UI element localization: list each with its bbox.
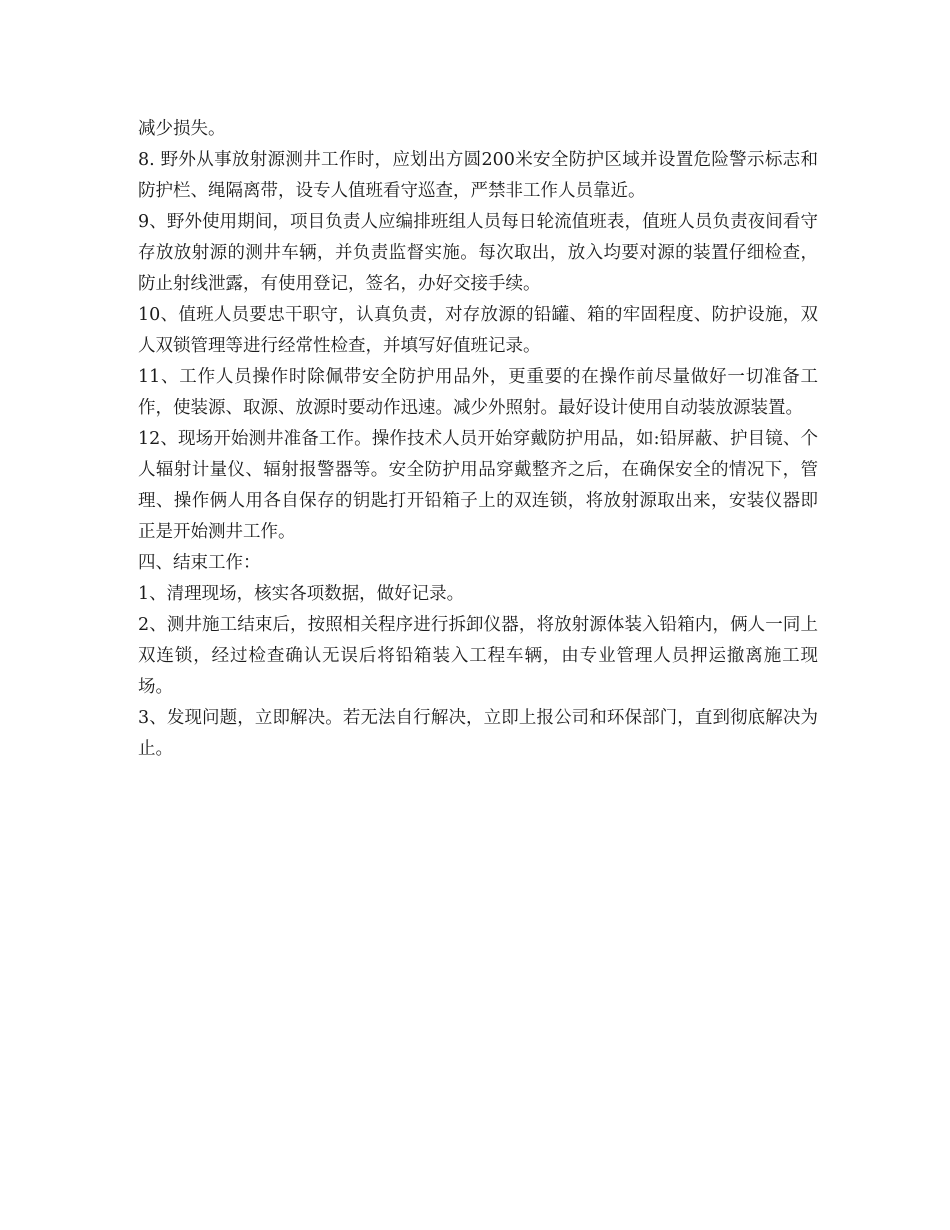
paragraph-item-11: 11、工作人员操作时除佩带安全防护用品外，更重要的在操作前尽量做好一切准备工作，使装源、取源、放源时要动作迅速。减少外照射。最好设计使用自动装放源装置。 (138, 367, 818, 418)
paragraph-end-item-1: 1、清理现场，核实各项数据，做好记录。 (138, 584, 465, 604)
paragraph-end-item-3: 3、发现问题，立即解决。若无法自行解决，立即上报公司和环保部门，直到彻底解决为止。 (138, 708, 818, 759)
document-body (138, 114, 818, 765)
paragraph-item-9: 9、野外使用期间，项目负责人应编排班组人员每日轮流值班表，值班人员负责夜间看守存放放射源的测井车辆，并负责监督实施。每次取出，放入均要对源的装置仔细检查，防止射线泄露，有使用登记，签名，办好交接手续。 (138, 212, 818, 294)
paragraph-item-10: 10、值班人员要忠干职守，认真负责，对存放源的铅罐、箱的牢固程度、防护设施，双人双锁管理等进行经常性检查，并填写好值班记录。 (138, 305, 818, 356)
paragraph-continuation: 减少损失。 (138, 119, 226, 139)
paragraph-end-item-2: 2、测井施工结束后，按照相关程序进行拆卸仪器，将放射源体装入铅箱内，俩人一同上双连锁，经过检查确认无误后将铅箱装入工程车辆，由专业管理人员押运撤离施工现场。 (138, 615, 818, 697)
section-heading-end-work: 四、结束工作： (138, 553, 261, 573)
paragraph-item-8: 8. 野外从事放射源测井工作时，应划出方圆200米安全防护区域并设置危险警示标志和防护栏、绳隔离带，设专人值班看守巡查，严禁非工作人员靠近。 (138, 150, 818, 201)
paragraph-item-12: 12、现场开始测井准备工作。操作技术人员开始穿戴防护用品，如:铅屏蔽、护目镜、个人辐射计量仪、辐射报警器等。安全防护用品穿戴整齐之后，在确保安全的情况下，管理、操作俩人用各自保存的钥匙打开铅箱子上的双连锁，将放射源取出来，安装仪器即正是开始测井工作。 (138, 429, 818, 542)
